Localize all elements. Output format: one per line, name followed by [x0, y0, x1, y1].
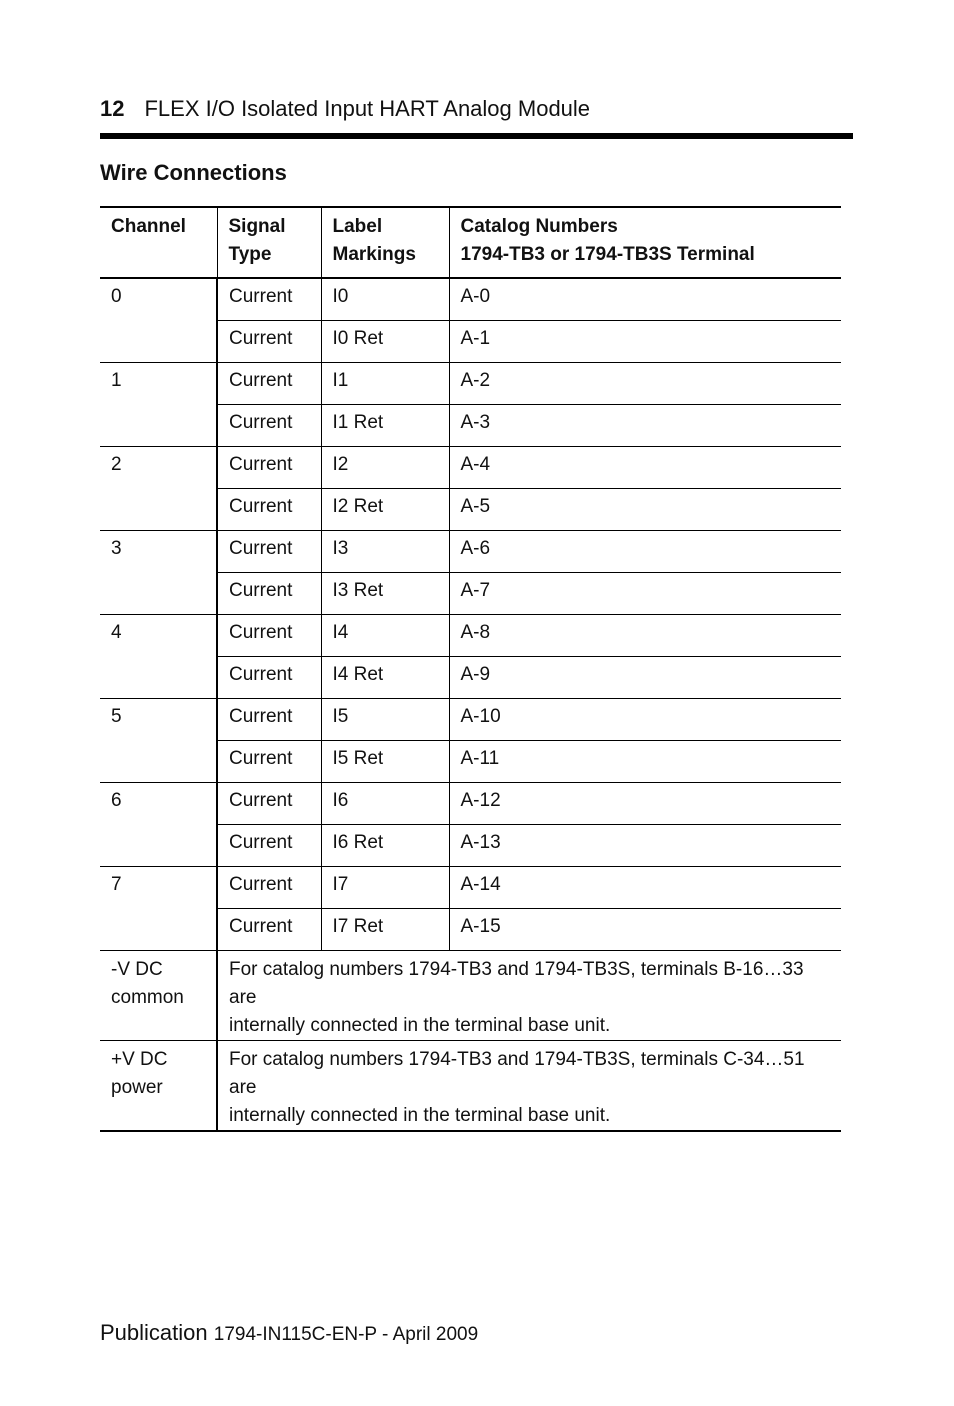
label-cell: I2 Ret [321, 488, 449, 530]
label-cell: I4 Ret [321, 656, 449, 698]
label-cell: I1 Ret [321, 404, 449, 446]
terminal-cell: A-6 [449, 530, 841, 572]
channel-cell: -V DC common [100, 950, 217, 1040]
signal-cell: Current [217, 698, 321, 740]
channel-cell: +V DC power [100, 1040, 217, 1131]
table-row [100, 362, 841, 404]
signal-cell: Current [217, 530, 321, 572]
label-cell: I3 Ret [321, 572, 449, 614]
table-row [100, 782, 841, 824]
signal-cell: Current [217, 404, 321, 446]
signal-cell: Current [217, 278, 321, 320]
wire-connections-table [100, 206, 841, 1132]
page-number: 12 [100, 96, 125, 121]
section-title: Wire Connections [100, 160, 287, 185]
terminal-cell: A-3 [449, 404, 841, 446]
channel-cell: 7 [100, 866, 217, 950]
label-cell: I3 [321, 530, 449, 572]
label-cell: I7 [321, 866, 449, 908]
document-title: FLEX I/O Isolated Input HART Analog Module [144, 96, 591, 121]
terminal-cell: A-8 [449, 614, 841, 656]
terminal-cell: A-7 [449, 572, 841, 614]
table-row [100, 614, 841, 656]
label-cell: I6 Ret [321, 824, 449, 866]
label-cell: I1 [321, 362, 449, 404]
channel-cell: 0 [100, 278, 217, 362]
label-cell: I4 [321, 614, 449, 656]
terminal-cell: A-9 [449, 656, 841, 698]
channel-cell: 6 [100, 782, 217, 866]
signal-cell: Current [217, 656, 321, 698]
channel-cell: 5 [100, 698, 217, 782]
page-header [100, 94, 853, 124]
signal-cell: Current [217, 572, 321, 614]
signal-cell: Current [217, 782, 321, 824]
label-cell: I5 Ret [321, 740, 449, 782]
table-note-row [100, 1040, 841, 1131]
signal-cell: Current [217, 320, 321, 362]
page-footer [100, 1318, 478, 1350]
header-label-markings: Label Markings [321, 207, 449, 278]
header-channel: Channel [100, 207, 217, 278]
terminal-cell: A-15 [449, 908, 841, 950]
channel-cell: 2 [100, 446, 217, 530]
table-row [100, 866, 841, 908]
footer-label: Publication [100, 1320, 208, 1345]
signal-cell: Current [217, 488, 321, 530]
table-note-row [100, 950, 841, 1040]
table-row [100, 446, 841, 488]
signal-cell: Current [217, 614, 321, 656]
header-rule [100, 133, 853, 139]
signal-cell: Current [217, 362, 321, 404]
label-cell: I0 [321, 278, 449, 320]
note-cell: For catalog numbers 1794-TB3 and 1794-TB3S, terminals C-34…51 are internally connected in the terminal base unit. [217, 1040, 841, 1131]
terminal-cell: A-12 [449, 782, 841, 824]
label-cell: I2 [321, 446, 449, 488]
signal-cell: Current [217, 908, 321, 950]
terminal-cell: A-5 [449, 488, 841, 530]
label-cell: I5 [321, 698, 449, 740]
label-cell: I6 [321, 782, 449, 824]
table-row [100, 278, 841, 320]
header-signal-type: Signal Type [217, 207, 321, 278]
terminal-cell: A-11 [449, 740, 841, 782]
label-cell: I7 Ret [321, 908, 449, 950]
channel-cell: 4 [100, 614, 217, 698]
signal-cell: Current [217, 824, 321, 866]
terminal-cell: A-10 [449, 698, 841, 740]
note-cell: For catalog numbers 1794-TB3 and 1794-TB3S, terminals B-16…33 are internally connected in the terminal base unit. [217, 950, 841, 1040]
terminal-cell: A-0 [449, 278, 841, 320]
signal-cell: Current [217, 446, 321, 488]
channel-cell: 1 [100, 362, 217, 446]
signal-cell: Current [217, 740, 321, 782]
terminal-cell: A-2 [449, 362, 841, 404]
terminal-cell: A-14 [449, 866, 841, 908]
header-catalog-numbers: Catalog Numbers 1794-TB3 or 1794-TB3S Terminal [449, 207, 841, 278]
signal-cell: Current [217, 866, 321, 908]
label-cell: I0 Ret [321, 320, 449, 362]
channel-cell: 3 [100, 530, 217, 614]
terminal-cell: A-13 [449, 824, 841, 866]
table-header-row [100, 207, 841, 278]
terminal-cell: A-1 [449, 320, 841, 362]
table-row [100, 698, 841, 740]
terminal-cell: A-4 [449, 446, 841, 488]
table-row [100, 530, 841, 572]
publication-id: 1794-IN115C-EN-P - April 2009 [213, 1324, 479, 1345]
